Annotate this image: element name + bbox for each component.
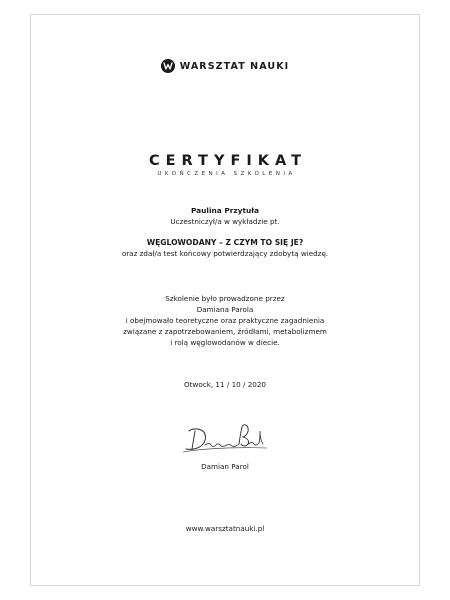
issue-date: Otwock, 11 / 10 / 2020 <box>184 380 266 389</box>
participant-name: Paulina Przytuła <box>190 206 260 215</box>
lecture-title: WĘGLOWODANY – Z CZYM TO SIĘ JE? <box>146 238 304 247</box>
certificate-page <box>30 14 420 586</box>
course-line: związane z zapotrzebowaniem, źródłami, metabolizmem <box>123 327 327 336</box>
course-line: i obejmowało teoretyczne oraz praktyczne zagadnienia <box>125 316 325 325</box>
logo <box>31 59 419 73</box>
handwritten-signature <box>181 419 271 455</box>
participation-line: Uczestniczył/a w wykładzie pt. <box>170 217 280 226</box>
lecture-note: oraz zdał/a test końcowy potwierdzający zdobytą wiedzę. <box>121 249 329 258</box>
website-link[interactable]: www.warsztatnauki.pl <box>185 524 265 533</box>
logo-text: WARSZTAT NAUKI <box>179 60 290 72</box>
course-description <box>31 293 419 348</box>
w-circle-logo-icon <box>161 59 175 73</box>
lecture-block <box>31 237 419 259</box>
certificate-subtitle: UKOŃCZENIA SZKOLENIA <box>157 171 296 177</box>
signer-name: Damian Parol <box>201 462 249 471</box>
certificate-title: CERTYFIKAT <box>149 153 307 169</box>
course-line: i rolą węglowodanów w diecie. <box>170 338 280 347</box>
participant-block <box>31 205 419 227</box>
course-line: Damiana Parola <box>196 305 254 314</box>
course-line: Szkolenie było prowadzone przez <box>165 294 285 303</box>
